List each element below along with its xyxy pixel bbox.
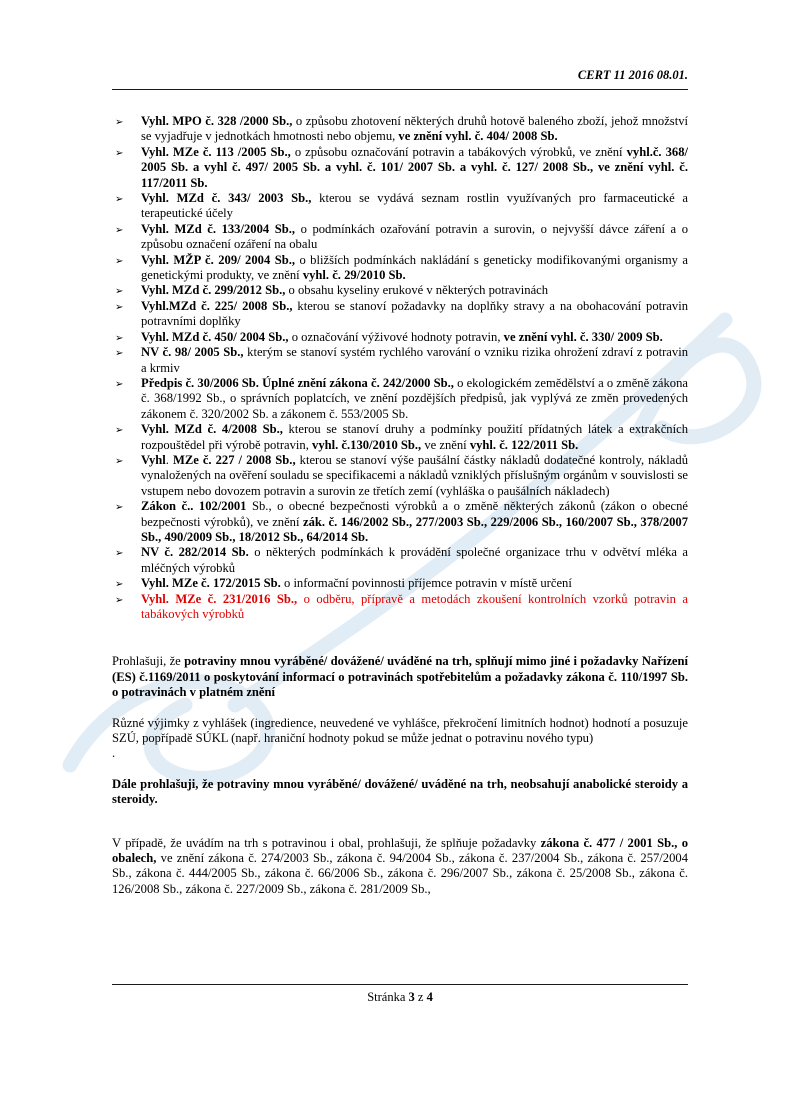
- text-segment: NV č. 282/2014 Sb.: [141, 545, 249, 560]
- regulation-item-text: [141, 376, 688, 421]
- text-segment: Stránka: [367, 990, 409, 1004]
- regulation-item: [112, 376, 688, 422]
- text-segment: kterým se stanoví systém rychlého varování o vzniku rizika ohrožení zdraví z potravin a krmiv: [141, 345, 688, 375]
- text-segment: ve znění vyhl. č. 330/ 2009 Sb.: [503, 329, 663, 344]
- text-segment: 3: [408, 990, 415, 1004]
- regulation-item: [112, 222, 688, 253]
- regulation-item-text: [141, 283, 548, 297]
- paragraph: [112, 746, 688, 761]
- text-segment: o označování výživové hodnoty potravin,: [288, 329, 504, 344]
- regulation-item-text: [141, 576, 572, 590]
- text-segment: o bližších podmínkách nakládání s geneticky modifikovanými organismy a genetickými produkty, ve znění: [141, 252, 688, 283]
- text-segment: Vyhl. MZd č. 4/2008 Sb.,: [141, 422, 283, 437]
- text-segment: ve znění vyhl. č. 404/ 2008 Sb.: [398, 129, 558, 144]
- arrow-bullet-icon: ➢: [115, 548, 124, 560]
- text-segment: Vyhl. MZd č. 299/2012 Sb.,: [141, 283, 286, 298]
- text-segment: Vyhl. MZe č. 172/2015 Sb.: [141, 576, 281, 591]
- regulation-item: [112, 299, 688, 330]
- page-footer: [112, 984, 688, 1005]
- regulation-item-text: [141, 422, 688, 451]
- regulation-item-text: [141, 145, 688, 190]
- text-segment: Sb., o obecné bezpečnosti výrobků a o změně některých zákonů (zákon o obecné bezpečnosti výrobků), ve znění: [141, 499, 689, 529]
- text-segment: Vyhl. MZd č. 133/2004 Sb.,: [141, 221, 296, 236]
- regulation-item: [112, 114, 688, 145]
- arrow-bullet-icon: ➢: [115, 348, 124, 360]
- statement-paragraphs: [112, 654, 688, 897]
- text-segment: V případě, že uvádím na trh s potravinou i obal, prohlašuji, že splňuje požadavky: [112, 835, 541, 850]
- text-segment: Různé výjimky z vyhlášek (ingredience, neuvedené ve vyhlášce, překročení limitních hodnot) hodnotí a posuzuje SZÚ, popřípadě SÚKL (např. hraniční hodnoty pokud se může jednat o potravinu nového typu): [112, 715, 688, 746]
- arrow-bullet-icon: ➢: [115, 594, 124, 606]
- text-segment: o některých podmínkách k provádění společné organizace trhu v odvětví mléka a mléčných výrobků: [141, 545, 688, 575]
- text-segment: NV č. 98/ 2005 Sb.,: [141, 345, 244, 360]
- paragraph: [112, 836, 688, 898]
- regulation-item-text: [141, 545, 688, 574]
- regulation-item: [112, 545, 688, 576]
- text-segment: o způsobu zhotovení některých druhů hotově baleného zboží, jehož množství se vyjadřuje v jednotkách hmotnosti nebo objemu,: [141, 114, 688, 144]
- text-segment: Zákon č.. 102/2001: [141, 499, 247, 514]
- regulation-item-text: [141, 499, 688, 544]
- regulation-item-text: [141, 345, 688, 374]
- regulation-item-text: [141, 191, 688, 220]
- arrow-bullet-icon: ➢: [115, 117, 124, 128]
- text-segment: Dále prohlašuji, že potraviny mnou vyráběné/ dovážené/ uváděné na trh, neobsahují anabolické steroidy a steroidy.: [112, 776, 688, 807]
- text-segment: zák. č. 146/2002 Sb., 277/2003 Sb., 229/2006 Sb., 160/2007 Sb., 378/2007 Sb., 490/2009 Sb., 18/2012 Sb., 64/2014 Sb.: [141, 514, 689, 544]
- arrow-bullet-icon: ➢: [115, 378, 124, 390]
- regulation-item-text: [141, 299, 688, 328]
- arrow-bullet-icon: ➢: [115, 301, 124, 313]
- text-segment: o odběru, přípravě a metodách zkoušení kontrolních vzorků potravin a tabákových výrobků: [141, 591, 688, 621]
- text-segment: o způsobu označování potravin a tabákových výrobků, ve znění: [290, 144, 627, 159]
- text-segment: o obsahu kyseliny erukové v některých potravinách: [285, 283, 549, 298]
- regulation-item: [112, 499, 688, 545]
- text-segment: Vyhl. MZe č. 113 /2005 Sb.,: [141, 144, 291, 159]
- header-text: CERT 11 2016 08.01.: [577, 68, 688, 82]
- regulation-list: [112, 114, 688, 622]
- regulation-item: [112, 253, 688, 284]
- text-segment: Vyhl. MZd č. 450/ 2004 Sb.,: [141, 329, 289, 344]
- page-header: [112, 68, 688, 90]
- text-segment: kterou se stanoví výše paušální částky nákladů dodatečné kontroly, nákladů vynaložených na ověření souladu se specifikacemi a nákladů vzniklých příslušným orgánům v souvislosti se vstupem nebo dovozem potravin a surovin ze třetích zemí (vyhláška o paušálních nákladech): [141, 452, 688, 498]
- regulation-item-text: [141, 330, 663, 344]
- regulation-item: [112, 191, 688, 222]
- regulation-item-text: [141, 114, 688, 143]
- text-segment: kterou se stanoví druhy a podmínky použití přídatných látek a extrakčních rozpouštědel při výrobě potravin,: [141, 422, 688, 452]
- regulation-item: [112, 592, 688, 623]
- arrow-bullet-icon: ➢: [115, 255, 124, 267]
- text-segment: Vyhl.MZd č. 225/ 2008 Sb.,: [141, 298, 293, 313]
- text-segment: ve znění zákona č. 274/2003 Sb., zákona č. 94/2004 Sb., zákona č. 237/2004 Sb., zákona č. 257/2004 Sb., zákona č. 444/2005 Sb., zákona č. 66/2006 Sb., zákona č. 296/2007 Sb., zákona č. 25/2008 Sb., zákona č. 126/2008 Sb., zákona č. 227/2009 Sb., zákona č. 281/2009 Sb.,: [112, 851, 688, 896]
- text-segment: potraviny mnou vyráběné/ dovážené/ uváděné na trh, splňují mimo jiné i požadavky Nařízení (ES) č.1169/2011 o poskytování informací o potravinách spotřebitelům a požadavky zákona č. 110/1997 Sb. o potravinách v platném znění: [112, 654, 688, 700]
- regulation-item: [112, 330, 688, 345]
- regulation-item: [112, 453, 688, 499]
- text-segment: vyhl.č. 368/ 2005 Sb. a vyhl č. 497/ 2005 Sb. a vyhl. č. 101/ 2007 Sb. a vyhl. č. 127/ 2008 Sb., ve znění vyhl. č. 117/2011 Sb.: [141, 144, 688, 190]
- text-segment: o podmínkách ozařování potravin a surovin, o nejvyšší dávce záření a o způsobu označení ozáření na obalu: [141, 221, 688, 252]
- text-segment: o ekologickém zemědělství a o změně zákona č. 368/1992 Sb., o správních poplatcích, ve znění pozdějších předpisů, jak vyplývá ze změn provedených zákonem č. 320/2002 Sb. a zákonem č. 553/2005 Sb.: [141, 375, 688, 421]
- text-segment: kterou se vydává seznam rostlin využívaných pro farmaceutické a terapeutické účely: [141, 191, 688, 221]
- arrow-bullet-icon: ➢: [115, 579, 124, 591]
- regulation-item: [112, 283, 688, 298]
- arrow-bullet-icon: ➢: [115, 286, 124, 298]
- regulation-item: [112, 145, 688, 191]
- page-content: [112, 68, 688, 897]
- text-segment: Prohlašuji, že: [112, 654, 185, 669]
- arrow-bullet-icon: ➢: [115, 425, 124, 437]
- regulation-item-text: [141, 592, 688, 621]
- arrow-bullet-icon: ➢: [115, 455, 124, 467]
- text-segment: vyhl. č. 29/2010 Sb.: [302, 268, 406, 283]
- text-segment: Vyhl. MPO č. 328 /2000 Sb.,: [141, 114, 293, 128]
- text-segment: o informační povinnosti příjemce potravin v místě určení: [280, 576, 572, 591]
- text-segment: Vyhl. MŽP č. 209/ 2004 Sb.,: [141, 252, 295, 267]
- arrow-bullet-icon: ➢: [115, 224, 124, 236]
- arrow-bullet-icon: ➢: [115, 147, 124, 159]
- text-segment: kterou se stanoví požadavky na doplňky stravy a na obohacování potravin potravními doplňky: [141, 298, 688, 329]
- paragraph: [112, 716, 688, 747]
- regulation-item: [112, 422, 688, 453]
- text-segment: ve znění: [421, 437, 470, 452]
- text-segment: MZe č. 227 / 2008 Sb.,: [172, 452, 296, 467]
- text-segment: z: [414, 990, 427, 1004]
- text-segment: .: [165, 452, 173, 467]
- text-segment: zákona č. 477 / 2001 Sb., o obalech,: [112, 835, 688, 866]
- text-segment: Vyhl. MZd č. 343/ 2003 Sb.,: [141, 191, 312, 206]
- text-segment: vyhl. č. 122/2011 Sb.: [469, 437, 579, 452]
- paragraph: [112, 654, 688, 700]
- text-segment: Vyhl. MZe č. 231/2016 Sb.,: [141, 591, 298, 606]
- footer-text: [367, 990, 433, 1004]
- text-segment: 4: [426, 990, 433, 1004]
- regulation-item-text: [141, 253, 688, 282]
- arrow-bullet-icon: ➢: [115, 194, 124, 206]
- arrow-bullet-icon: ➢: [115, 332, 124, 344]
- regulation-item-text: [141, 453, 688, 498]
- text-segment: Předpis č. 30/2006 Sb. Úplné znění zákona č. 242/2000 Sb.,: [141, 375, 454, 390]
- text-segment: .: [112, 746, 116, 761]
- paragraph: [112, 777, 688, 808]
- text-segment: Vyhl: [141, 452, 166, 467]
- arrow-bullet-icon: ➢: [115, 502, 124, 514]
- regulation-item: [112, 576, 688, 591]
- regulation-item: [112, 345, 688, 376]
- text-segment: vyhl. č.130/2010 Sb.,: [312, 437, 422, 452]
- regulation-item-text: [141, 222, 688, 251]
